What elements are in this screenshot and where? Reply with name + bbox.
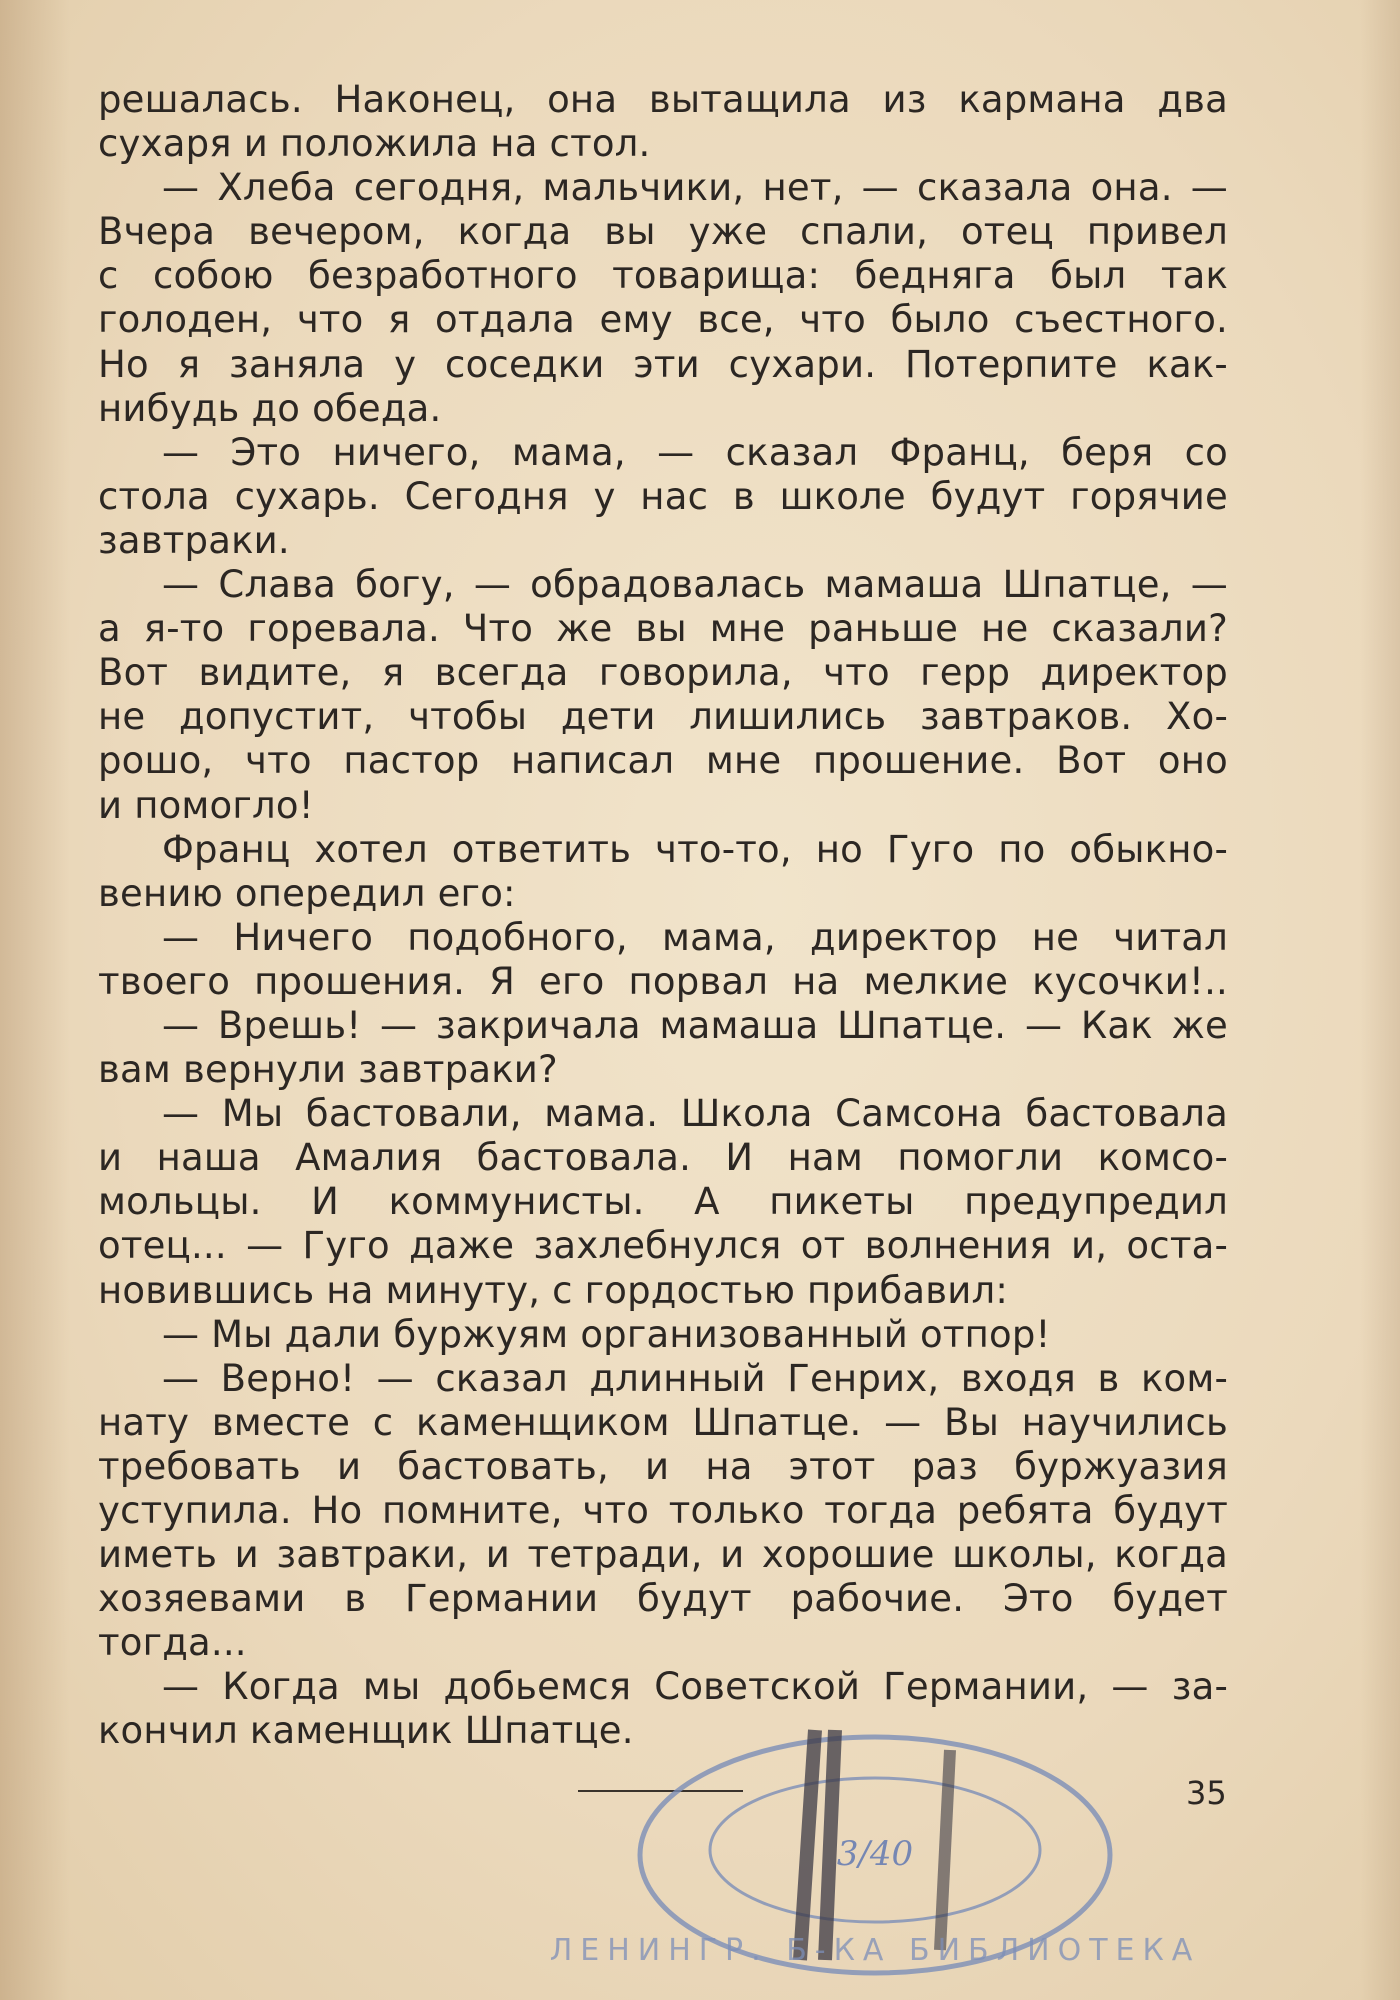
text-line: и помогло! <box>98 783 314 827</box>
text-line: нибудь до обеда. <box>98 386 442 430</box>
text-line: вам вернули завтраки? <box>98 1048 558 1092</box>
text-line: вению опередил его: <box>98 871 516 915</box>
text-line: кончил каменщик Шпатце. <box>98 1709 634 1753</box>
text-line: мольцы. И коммунисты. А пикеты предупредил <box>98 1180 1228 1224</box>
stamp-ink-mark <box>800 1730 835 1960</box>
page-number: 35 <box>1186 1774 1227 1812</box>
text-line: — Врешь! — закричала мамаша Шпатце. — Как же <box>162 1003 1228 1047</box>
text-line: новившись на минуту, с гордостью прибавил: <box>98 1268 1009 1312</box>
text-line: сухаря и положила на стол. <box>98 122 651 166</box>
text-line: — Мы бастовали, мама. Школа Самсона бастовала <box>162 1092 1228 1136</box>
text-line: — Ничего подобного, мама, директор не читал <box>162 915 1228 959</box>
text-line: рошо, что пастор написал мне прошение. Вот оно <box>98 739 1228 783</box>
text-line: Франц хотел ответить что-то, но Гуго по обыкно- <box>162 827 1228 871</box>
text-line: — Хлеба сегодня, мальчики, нет, — сказала она. — <box>162 166 1228 210</box>
text-line: голоден, что я отдала ему все, что было съестного. <box>98 298 1228 342</box>
text-line: Вчера вечером, когда вы уже спали, отец привел <box>98 210 1228 254</box>
text-line: завтраки. <box>98 518 290 562</box>
text-line: отец... — Гуго даже захлебнулся от волнения и, оста- <box>98 1224 1228 1268</box>
text-line: с собою безработного товарища: бедняга был так <box>98 254 1228 298</box>
text-line: — Слава богу, — обрадовалась мамаша Шпатце, — <box>162 563 1228 607</box>
body-text <box>98 78 1228 1754</box>
text-line: Но я заняла у соседки эти сухари. Потерпите как- <box>98 342 1228 386</box>
stamp-label: ЛЕНИНГР. Б-КА БИБЛИОТЕКА <box>549 1933 1201 1968</box>
text-line: решалась. Наконец, она вытащила из кармана два <box>98 78 1228 121</box>
text-line: а я-то горевала. Что же вы мне раньше не сказали? <box>98 607 1228 651</box>
stamp-number: 3/40 <box>836 1834 914 1874</box>
text-line: иметь и завтраки, и тетради, и хорошие школы, когда <box>98 1533 1228 1577</box>
text-line: не допустит, чтобы дети лишились завтраков. Хо- <box>98 695 1228 739</box>
text-line: — Когда мы добьемся Советской Германии, — за- <box>162 1665 1228 1709</box>
text-line: уступила. Но помните, что только тогда ребята будут <box>98 1489 1228 1532</box>
text-line: Вот видите, я всегда говорила, что герр директор <box>98 651 1228 695</box>
text-line: — Верно! — сказал длинный Генрих, входя в ком- <box>162 1356 1228 1400</box>
library-stamp <box>549 1720 1201 1990</box>
text-line: хозяевами в Германии будут рабочие. Это будет <box>98 1577 1228 1621</box>
text-line: и наша Амалия бастовала. И нам помогли комсо- <box>98 1136 1228 1180</box>
text-line: твоего прошения. Я его порвал на мелкие кусочки!.. <box>98 959 1228 1003</box>
text-line: — Мы дали буржуям организованный отпор! <box>162 1312 1051 1356</box>
text-line: стола сухарь. Сегодня у нас в школе будут горячие <box>98 474 1228 518</box>
stamp-ink-mark-2 <box>940 1750 950 1950</box>
text-line: требовать и бастовать, и на этот раз буржуазия <box>98 1444 1228 1488</box>
text-line: — Это ничего, мама, — сказал Франц, беря со <box>162 430 1228 474</box>
text-line: нату вместе с каменщиком Шпатце. — Вы научились <box>98 1400 1228 1444</box>
text-line: тогда... <box>98 1621 247 1665</box>
